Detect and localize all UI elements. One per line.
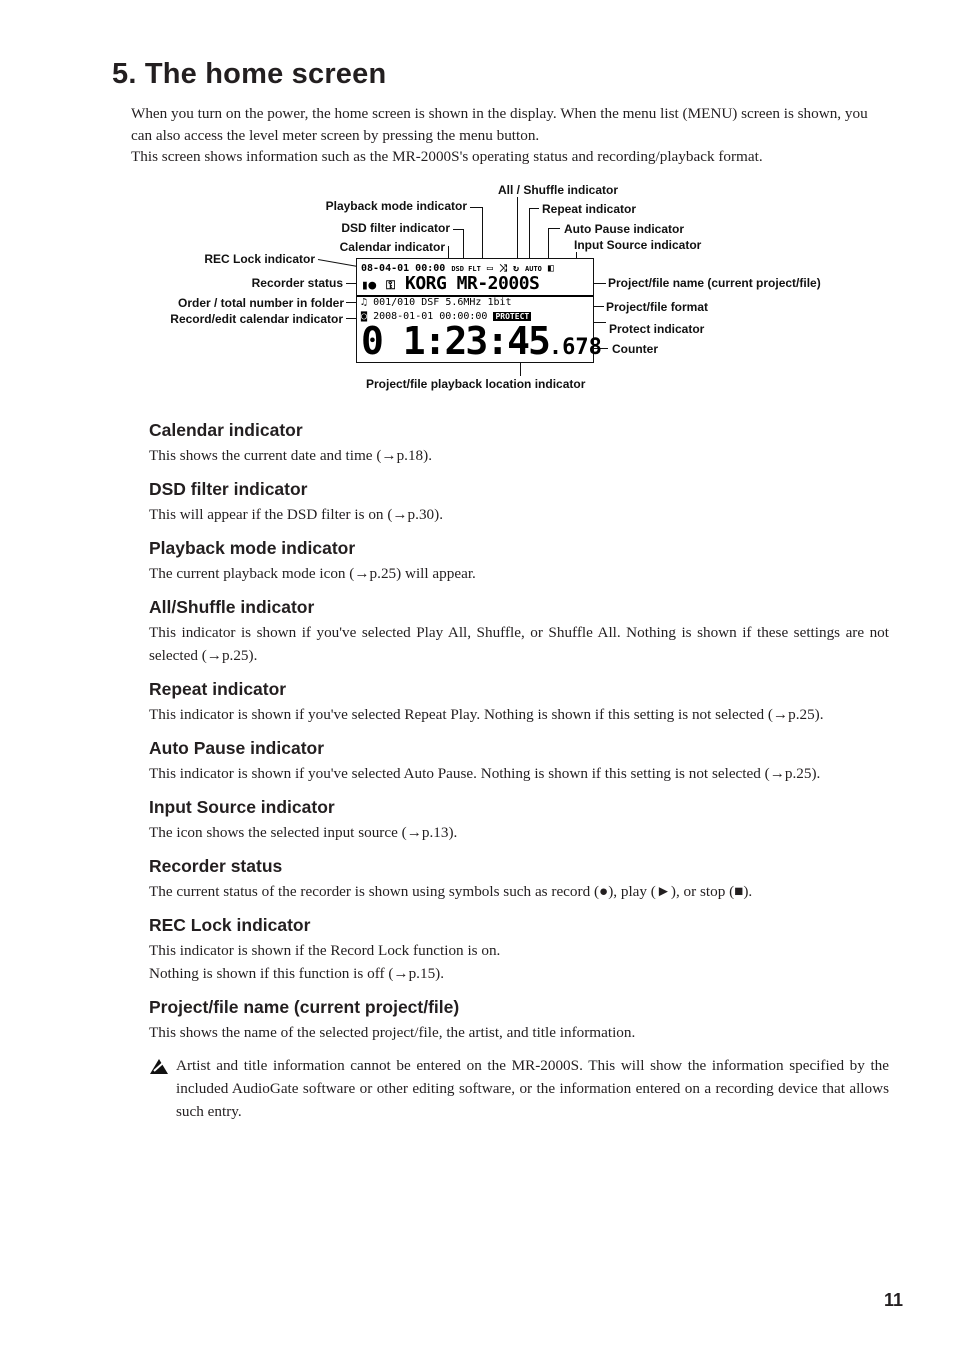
section-text: This indicator is shown if you've selected Auto Pause. Nothing is shown if this setting is not selected (→p.25).: [149, 765, 821, 782]
lcd-dsd-filter: DSD FLT: [451, 265, 481, 273]
label-counter: Counter: [612, 342, 658, 356]
label-repeat: Repeat indicator: [542, 202, 637, 216]
recorder-status-icon: ▮●: [361, 278, 376, 293]
record-calendar-icon: ◙: [361, 311, 368, 322]
leader-line: [470, 207, 482, 208]
note-pencil-icon: [149, 1057, 169, 1075]
section-text: This indicator is shown if you've selected Play All, Shuffle, or Shuffle All. Nothing is shown if these settings are not selected (→p.25).: [149, 624, 889, 664]
section-text: This indicator is shown if you've selected Repeat Play. Nothing is shown if this setting is not selected (→p.25).: [149, 706, 824, 723]
order-icon: ♫: [361, 297, 368, 308]
label-recorder-status: Recorder status: [251, 276, 343, 290]
page-number: 11: [884, 1290, 904, 1310]
description-list: [149, 419, 889, 1134]
label-calendar: Calendar indicator: [339, 240, 445, 254]
section-text: The icon shows the selected input source (→p.13).: [149, 824, 458, 841]
section-rec-lock: [149, 914, 889, 985]
section-text: This indicator is shown if the Record Lock function is on.: [149, 942, 501, 959]
section-title: All/Shuffle indicator: [149, 597, 315, 617]
leader-line: [529, 208, 530, 261]
leader-line: [520, 362, 521, 376]
label-rec-lock: REC Lock indicator: [204, 252, 315, 266]
counter-main: 0 1:23:45: [361, 319, 549, 363]
lcd-order: 001/010: [373, 297, 416, 308]
lcd-format-row: [361, 297, 512, 308]
leader-line: [453, 229, 463, 230]
note-text: Artist and title information cannot be entered on the MR-2000S. This will show the information specified by the included AudioGate software or other editing software, or the information entered on a recording device that allows such entry.: [176, 1057, 889, 1120]
input-source-icon: ◧: [547, 263, 554, 274]
intro-paragraph: This screen shows information such as the MR-2000S's operating status and recording/playback format.: [131, 148, 763, 166]
section-playback-mode: [149, 537, 889, 585]
leader-line: [548, 228, 560, 229]
section-title: Repeat indicator: [149, 679, 287, 699]
section-dsd-filter: [149, 478, 889, 526]
lcd-project-name: KORG MR-2000S: [404, 273, 540, 294]
section-text: The current playback mode icon (→p.25) will appear.: [149, 565, 476, 582]
leader-line: [529, 208, 539, 209]
leader-line: [594, 283, 606, 284]
section-title: DSD filter indicator: [149, 479, 308, 499]
label-order-total: Order / total number in folder: [177, 296, 344, 310]
section-text: The current status of the recorder is shown using symbols such as record (●), play (►), or stop (■).: [149, 883, 753, 900]
section-title: REC Lock indicator: [149, 915, 311, 935]
section-text: This shows the name of the selected project/file, the artist, and title information.: [149, 1024, 636, 1041]
label-input-source: Input Source indicator: [574, 238, 702, 252]
section-text: This shows the current date and time (→p.18).: [149, 447, 433, 464]
label-all-shuffle: All / Shuffle indicator: [498, 183, 619, 197]
lcd-name-row: [361, 273, 539, 294]
intro-paragraph: When you turn on the power, the home screen is shown in the display. When the menu list (MENU) screen is shown, you can also access the level meter screen by pressing the menu button.: [131, 105, 868, 144]
lcd-calendar: 08-04-01 00:00: [361, 263, 446, 274]
leader-line: [548, 228, 549, 261]
section-text: This will appear if the DSD filter is on (→p.30).: [149, 506, 443, 523]
note: [149, 1054, 889, 1123]
playback-mode-icon: ▭: [486, 263, 493, 274]
lcd-format: DSF 5.6MHz 1bit: [421, 297, 512, 308]
lcd-counter: [361, 319, 602, 363]
section-auto-pause: [149, 737, 889, 785]
home-screen-diagram: [0, 0, 954, 400]
leader-line: [517, 197, 518, 261]
counter-ms: .678: [548, 335, 602, 360]
label-project-name: Project/file name (current project/file): [608, 276, 821, 290]
section-title: Auto Pause indicator: [149, 738, 325, 758]
section-all-shuffle: [149, 596, 889, 667]
section-title: Calendar indicator: [149, 420, 303, 440]
label-record-calendar: Record/edit calendar indicator: [170, 312, 343, 326]
lcd-auto-pause: AUTO: [525, 265, 542, 273]
leader-line: [463, 229, 464, 261]
shuffle-icon: ⤨: [498, 263, 507, 274]
label-playback-location: Project/file playback location indicator: [366, 377, 586, 391]
lcd-record-date: 2008-01-01 00:00:00: [373, 311, 488, 322]
section-project-name: [149, 996, 889, 1123]
section-title: Recorder status: [149, 856, 283, 876]
label-playback-mode: Playback mode indicator: [325, 199, 467, 213]
label-protect: Protect indicator: [609, 322, 705, 336]
rec-lock-icon: ⚿: [386, 278, 395, 292]
label-auto-pause: Auto Pause indicator: [564, 222, 685, 236]
section-text: Nothing is shown if this function is off (→p.15).: [149, 965, 445, 982]
label-project-format: Project/file format: [606, 300, 709, 314]
section-repeat: [149, 678, 889, 726]
section-recorder-status: [149, 855, 889, 903]
lcd-display: [356, 258, 602, 363]
section-title: Project/file name (current project/file): [149, 997, 460, 1017]
label-dsd-filter: DSD filter indicator: [341, 221, 450, 235]
section-title: Input Source indicator: [149, 797, 335, 817]
repeat-icon: ↻: [512, 263, 519, 274]
leader-line: [482, 207, 483, 261]
lcd-protect: PROTECT: [495, 312, 530, 321]
section-input-source: [149, 796, 889, 844]
section-title: Playback mode indicator: [149, 538, 356, 558]
section-calendar: [149, 419, 889, 467]
page-title: 5. The home screen: [112, 58, 387, 90]
